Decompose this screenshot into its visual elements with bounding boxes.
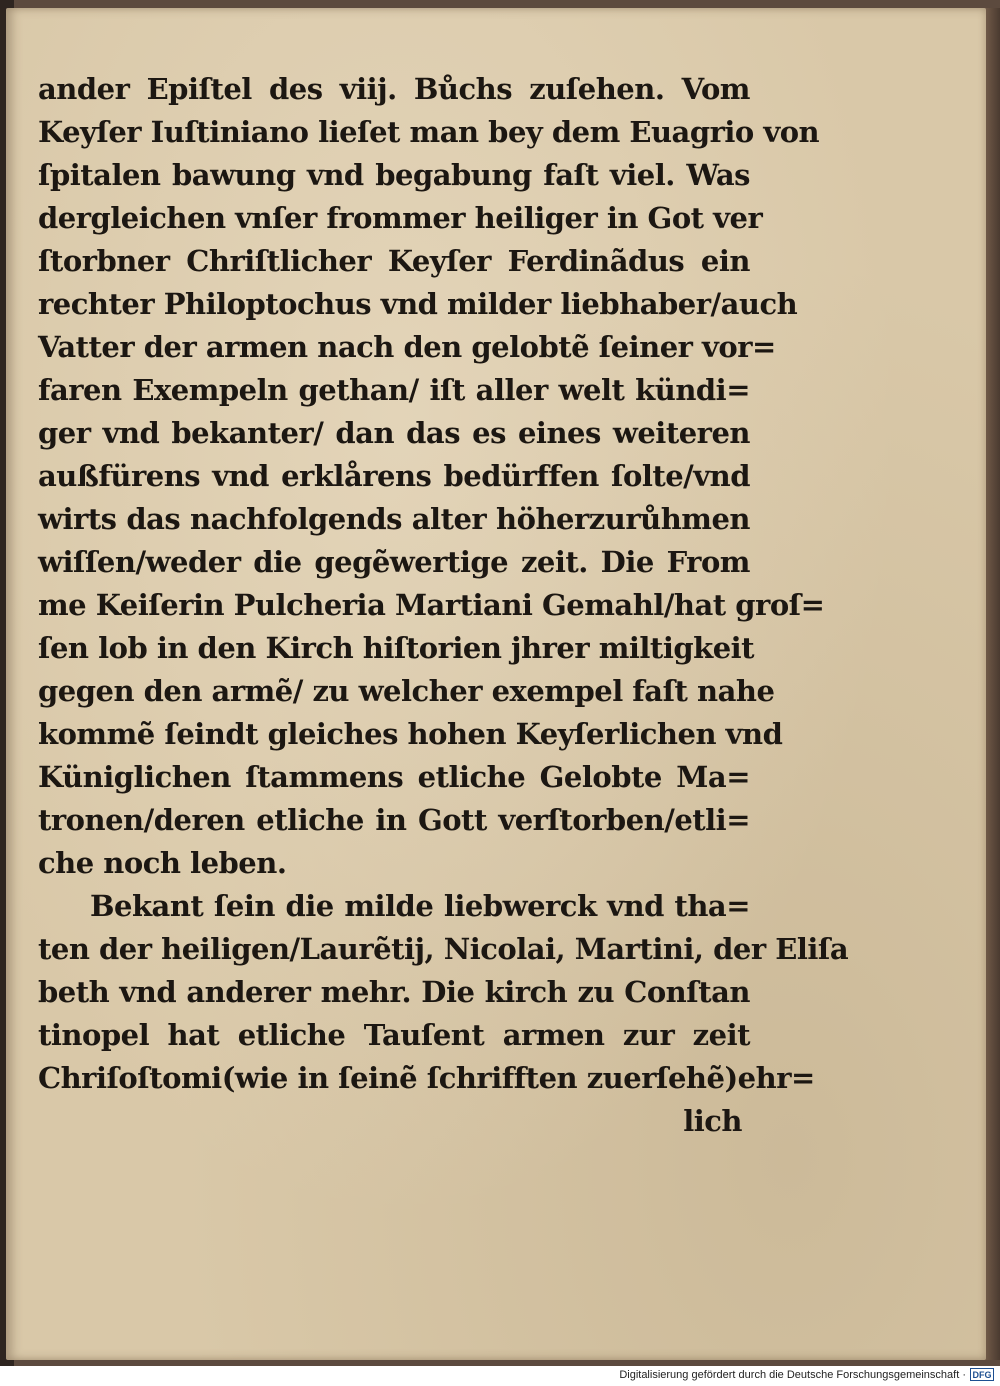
text-line-22: beth vnd anderer mehr. Die kirch zu Conſtan xyxy=(38,975,750,1009)
text-line-8: faren Exempeln gethan/ iſt aller welt kündi= xyxy=(38,373,750,407)
text-line-18: tronen/deren etliche in Gott verſtorben/etli= xyxy=(38,803,750,837)
page-text xyxy=(38,68,849,1143)
text-line-16: kommẽ ſeindt gleiches hohen Keyſerlichen vnd xyxy=(38,717,783,751)
text-line-19: che noch leben. xyxy=(38,846,287,880)
text-line-13: me Keiſerin Pulcheria Martiani Gemahl/hat groſ= xyxy=(38,588,825,622)
funding-credit: Digitalisierung gefördert durch die Deutsche Forschungsgemeinschaft · xyxy=(619,1369,966,1381)
text-line-12: wiſſen/weder die gegẽwertige zeit. Die From xyxy=(38,545,750,579)
text-line-4: dergleichen vnſer frommer heiliger in Got ver xyxy=(38,201,763,235)
text-line-23: tinopel hat etliche Tauſent armen zur zeit xyxy=(38,1018,750,1052)
paragraph-start-line: Bekant ſein die milde liebwerck vnd tha= xyxy=(90,889,750,923)
text-line-14: ſen lob in den Kirch hiſtorien jhrer miltigkeit xyxy=(38,631,755,665)
dfg-logo: DFG xyxy=(970,1368,994,1381)
text-line-17: Küniglichen ſtammens etliche Gelobte Ma= xyxy=(38,760,750,794)
text-line-2: Keyſer Iuſtiniano lieſet man bey dem Euagrio von xyxy=(38,115,820,149)
text-line-6: rechter Philoptochus vnd milder liebhaber/auch xyxy=(38,287,798,321)
catchword: lich xyxy=(683,1104,742,1138)
text-line-24: Chriſoſtomi(wie in ſeinẽ ſchrifften zuerſehẽ)ehr= xyxy=(38,1061,815,1095)
text-line-3: ſpitalen bawung vnd begabung faſt viel. Was xyxy=(38,158,750,192)
text-line-9: ger vnd bekanter/ dan das es eines weiteren xyxy=(38,416,750,450)
text-line-15: gegen den armẽ/ zu welcher exempel faſt nahe xyxy=(38,674,775,708)
text-line-7: Vatter der armen nach den gelobtẽ ſeiner vor= xyxy=(38,330,776,364)
text-line-5: ſtorbner Chriſtlicher Keyſer Ferdinãdus ein xyxy=(38,244,750,278)
text-line-10: außfürens vnd erklårens bedürffen ſolte/vnd xyxy=(38,459,750,493)
text-line-11: wirts das nachfolgends alter höherzurůhmen xyxy=(38,502,750,536)
text-line-1: ander Epiſtel des viij. Bůchs zuſehen. Vom xyxy=(38,72,750,106)
text-line-21: ten der heiligen/Laurẽtij, Nicolai, Martini, der Eliſa xyxy=(38,932,849,966)
